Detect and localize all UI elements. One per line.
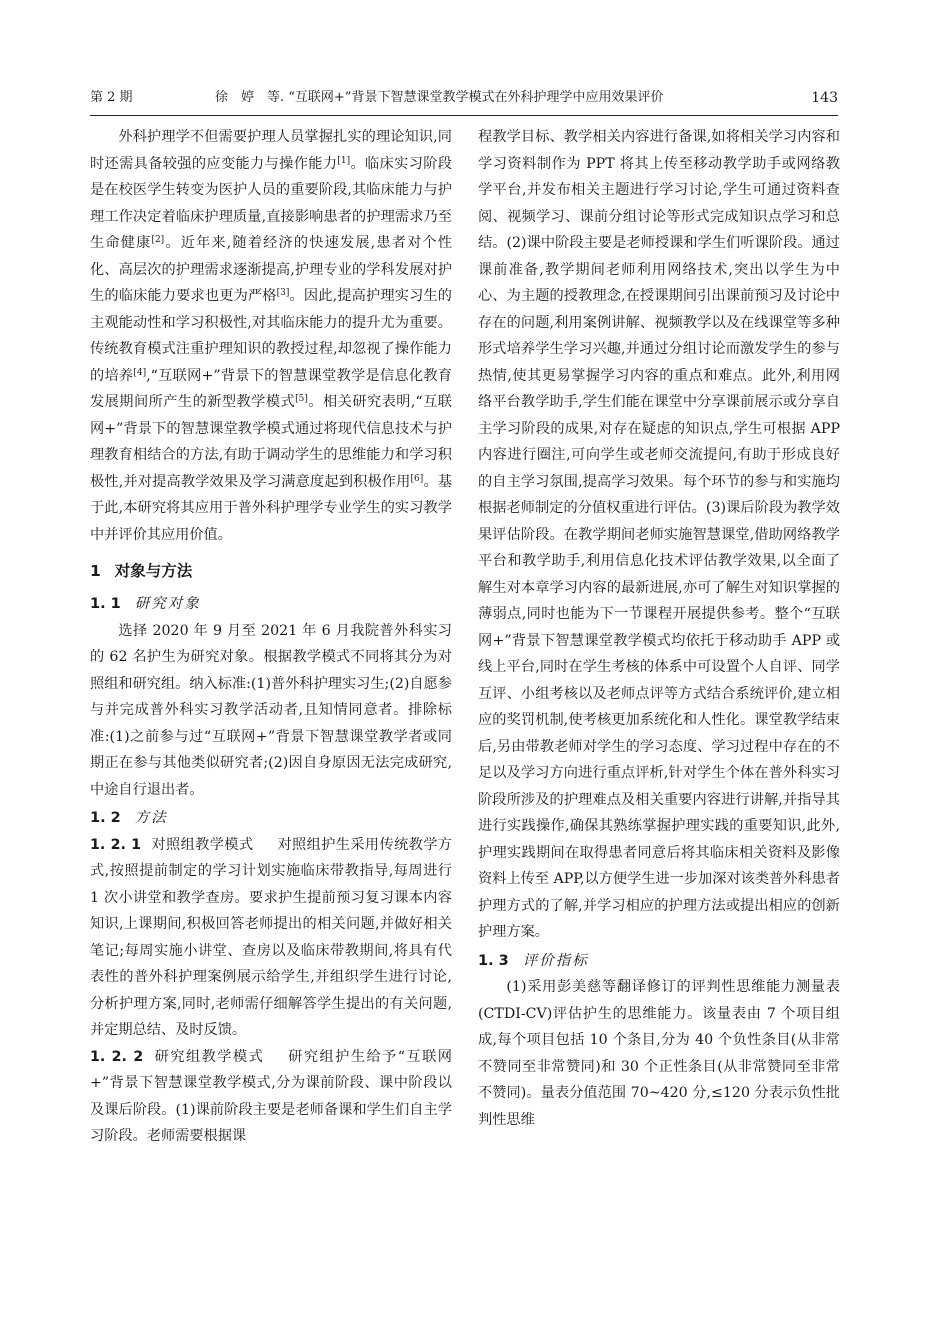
control-group-paragraph [90,832,452,1044]
right-column [478,124,840,1133]
subsection-number: 1. 3 [478,952,509,969]
study-group-paragraph [90,1044,452,1150]
section-number: 1 [90,562,101,580]
citation-1[interactable]: [1] [337,155,351,166]
citation-6[interactable]: [6] [410,473,424,484]
subsection-title: 研究对象 [134,596,201,612]
citation-3[interactable]: [3] [276,288,290,298]
subsection-heading-1-1 [90,591,452,618]
running-title: 徐 婷 等. “互联网+”背景下智慧课堂教学模式在外科护理学中应用效果评价 [215,90,664,105]
section-title: 对象与方法 [114,562,193,580]
subsection-heading-1-2 [90,805,452,832]
study-group-text: 研究组护生给予“互联网+”背景下智慧课堂教学模式,分为课前阶段、课中阶段以及课后阶段。(1)课前阶段主要是老师备课和学生们自主学习阶段。老师需要根据课 [90,1048,452,1144]
intro-text-1: 外科护理学不但需要护理人员掌握扎实的理论知识,同时还需具备较强的应变能力与操作能力 [90,129,452,172]
subsection-heading-1-3 [478,948,840,975]
intro-text-6: 。相关研究表明,“互联网+”背景下的智慧课堂教学模式通过将现代信息技术与护理教育相结合的方法,有助于调动学生的思维能力和学习积极性,并对提高教学效果及学习满意度起到积极作用 [90,394,452,490]
subsubsection-title: 对照组教学模式 [151,836,254,853]
subsubsection-number: 1. 2. 1 [90,836,142,853]
section-heading-1 [90,557,452,585]
intro-text-5: ,“互联网+”背景下的智慧课堂教学是信息化教育发展期间所产生的新型教学模式 [90,367,452,410]
subsection-title: 方法 [134,810,168,826]
intro-paragraph [90,124,452,548]
control-group-text: 对照组护生采用传统教学方式,按照提前制定的学习计划实施临床带教指导,每周进行 1 次小讲堂和教学查房。要求护生提前预习复习课本内容知识,上课期间,积极回答老师提出的相关问题,并做好相关笔记;每周实施小讲堂、查房以及临床带教期间,将具有代表性的普外科护理案例展示给学生,并组织学生进行讨论,分析护理方案,同时,老师需仔细解答学生提出的有关问题,并定期总结、及时反馈。 [90,836,452,1038]
evaluation-paragraph: (1)采用彭美慈等翻译修订的评判性思维能力测量表(CTDI-CV)评估护生的思维能力。该量表由 7 个项目组成,每个项目包括 10 个条目,分为 40 个负性条目(从非常不赞同至非常赞同)和 30 个正性条目(从非常赞同至非常不赞同)。量表分值范围 70~420 分,≤120 分表示负性批判性思维 [478,979,840,1128]
citation-4[interactable]: [4] [133,367,147,378]
subsection-number: 1. 2 [90,810,121,826]
intro-text-7: 。基于此,本研究将其应用于普外科护理学专业学生的实习教学中并评价其应用价值。 [90,473,452,543]
intro-text-4: 。因此,提高护理实习生的主观能动性和学习积极性,对其临床能力的提升尤为重要。传统教育模式注重护理知识的教授过程,却忽视了操作能力的培养 [90,288,452,384]
intro-text-3: 。近年来,随着经济的快速发展,患者对个性化、高层次的护理需求逐渐提高,护理专业的学科发展对护生的临床能力要求也更为严格 [90,235,452,304]
subsubsection-number: 1. 2. 2 [90,1048,144,1065]
subsection-number: 1. 1 [90,596,121,612]
subsection-title: 评价指标 [522,952,589,969]
citation-5[interactable]: [5] [295,394,308,404]
header-rule [90,115,838,116]
page-number: 143 [811,90,838,106]
subsubsection-title: 研究组教学模式 [153,1048,265,1065]
subjects-paragraph: 选择 2020 年 9 月至 2021 年 6 月我院普外科实习的 62 名护生为研究对象。根据教学模式不同将其分为对照组和研究组。纳入标准:(1)普外科护理实习生;(2)自愿参与并完成普外科实习教学活动者,且知情同意者。排除标准:(1)之前参与过“互联网+”背景下智慧课堂教学者或同期正在参与其他类似研究者;(2)因自身原因无法完成研究,中途自行退出者。 [90,622,452,798]
citation-2[interactable]: [2] [151,235,165,245]
intro-text-2: 。临床实习阶段是在校医学生转变为医护人员的重要阶段,其临床能力与护理工作决定着临床护理质量,直接影响患者的护理需求乃至生命健康 [90,155,452,251]
left-column [90,124,452,1150]
issue-number: 第 2 期 [90,90,133,105]
running-header [90,86,838,110]
study-group-continued-paragraph: 程教学目标、教学相关内容进行备课,如将相关学习内容和学习资料制作为 PPT 将其上传至移动教学助手或网络教学平台,并发布相关主题进行学习讨论,学生可通过资料查阅、视频学习、课前分组讨论等形式完成知识点学习和总结。(2)课中阶段主要是老师授课和学生们听课阶段。通过课前准备,教学期间老师利用网络技术,突出以学生为中心、为主题的授教理念,在授课期间引出课前预习及讨论中存在的问题,利用案例讲解、视频教学以及在线课堂等多种形式培养学生学习兴趣,并通过分组讨论而激发学生的参与热情,使其更易掌握学习内容的重点和难点。此外,利用网络平台教学助手,学生们能在课堂中分享课前展示或分享自主学习阶段的成果,对存在疑虑的知识点,学生可根据 APP 内容进行圈注,可向学生或老师交流提问,有助于形成良好的自主学习氛围,提高学习效果。每个环节的参与和实施均根据老师制定的分值权重进行评估。(3)课后阶段为教学效果评估阶段。在教学期间老师实施智慧课堂,借助网络教学平台和教学助手,利用信息化技术评估教学效果,以全面了解生对本章学习内容的最新进展,亦可了解生对知识掌握的薄弱点,同时也能为下一节课程开展提供参考。整个“互联网+”背景下智慧课堂教学模式均依托于移动助手 APP 或线上平台,同时在学生考核的体系中可设置个人自评、同学互评、小组考核以及老师点评等方式结合系统评价,建立相应的奖罚机制,使考核更加系统化和人性化。课堂教学结束后,另由带教老师对学生的学习态度、学习过程中存在的不足以及学习方向进行重点评析,针对学生个体在普外科实习阶段所涉及的护理难点及相关重要内容进行讲解,并指导其进行实践操作,确保其熟练掌握护理实践的重要知识,此外,护理实践期间在取得患者同意后将其临床相关资料及影像资料上传至 APP,以方便学生进一步加深对该类普外科患者护理方式的了解,并学习相应的护理方法或提出相应的创新护理方案。 [478,129,840,940]
